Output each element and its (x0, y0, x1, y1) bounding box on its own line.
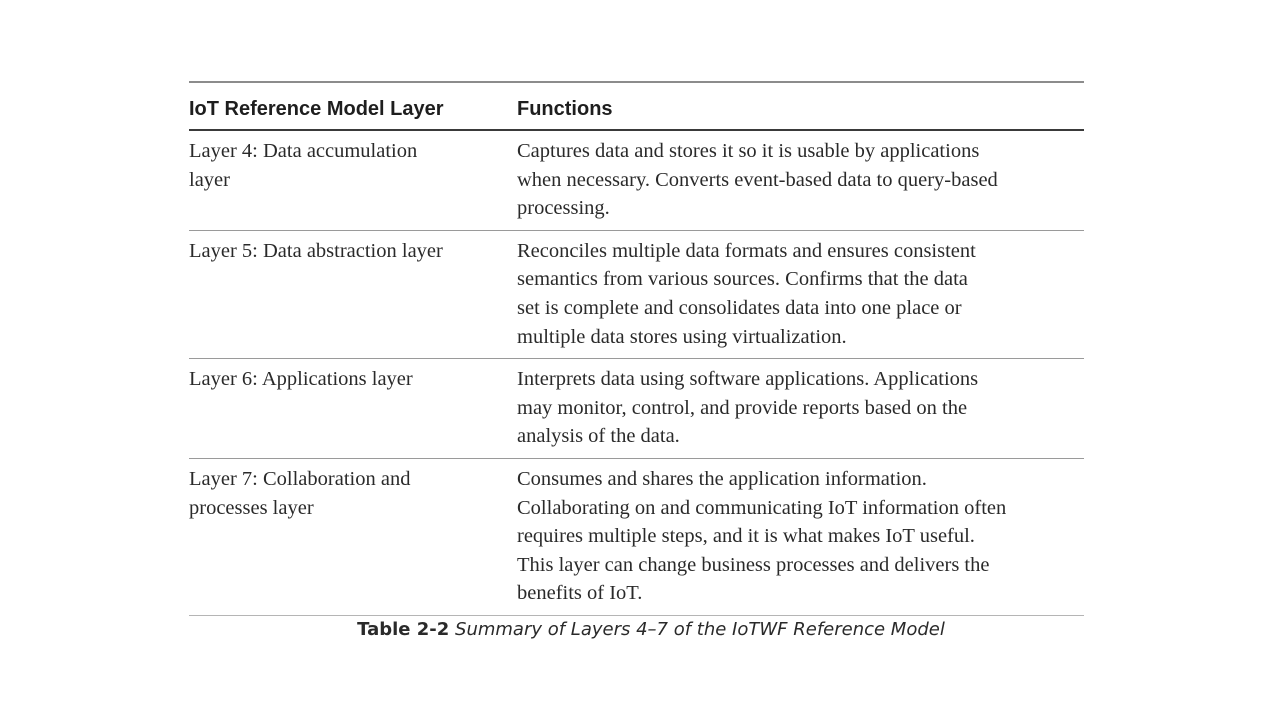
functions-cell: Reconciles multiple data formats and ensures consistent semantics from various sources. Confirms that the data set is complete and consolidates data into one place or multiple data stores using virtualization. (517, 239, 976, 348)
table-caption (0, 619, 1280, 640)
functions-cell: Interprets data using software applications. Applications may monitor, control, and provide reports based on the analysis of the data. (517, 368, 979, 448)
functions-cell: Consumes and shares the application information. Collaborating on and communicating IoT information often requires multiple steps, and it is what makes IoT useful. This layer can change business processes and delivers the benefits of IoT. (517, 467, 1007, 605)
functions-cell: Captures data and stores it so it is usable by applications when necessary. Converts event-based data to query-based processing. (517, 140, 998, 220)
layer-cell: Layer 5: Data abstraction layer (189, 239, 443, 262)
table-row (189, 359, 1084, 459)
layer-cell: Layer 4: Data accumulation layer (189, 140, 418, 191)
table-row (189, 131, 1084, 231)
caption-label: Table 2-2 (357, 619, 450, 640)
layer-cell: Layer 6: Applications layer (189, 368, 413, 391)
table-row (189, 459, 1084, 616)
header-functions: Functions (517, 97, 613, 120)
caption-title: Summary of Layers 4–7 of the IoTWF Reference Model (455, 619, 945, 640)
summary-table (189, 81, 1084, 616)
layer-cell: Layer 7: Collaboration and processes layer (189, 467, 411, 519)
header-layer: IoT Reference Model Layer (189, 97, 444, 120)
table-header-row (189, 83, 1084, 131)
table-row (189, 231, 1084, 359)
